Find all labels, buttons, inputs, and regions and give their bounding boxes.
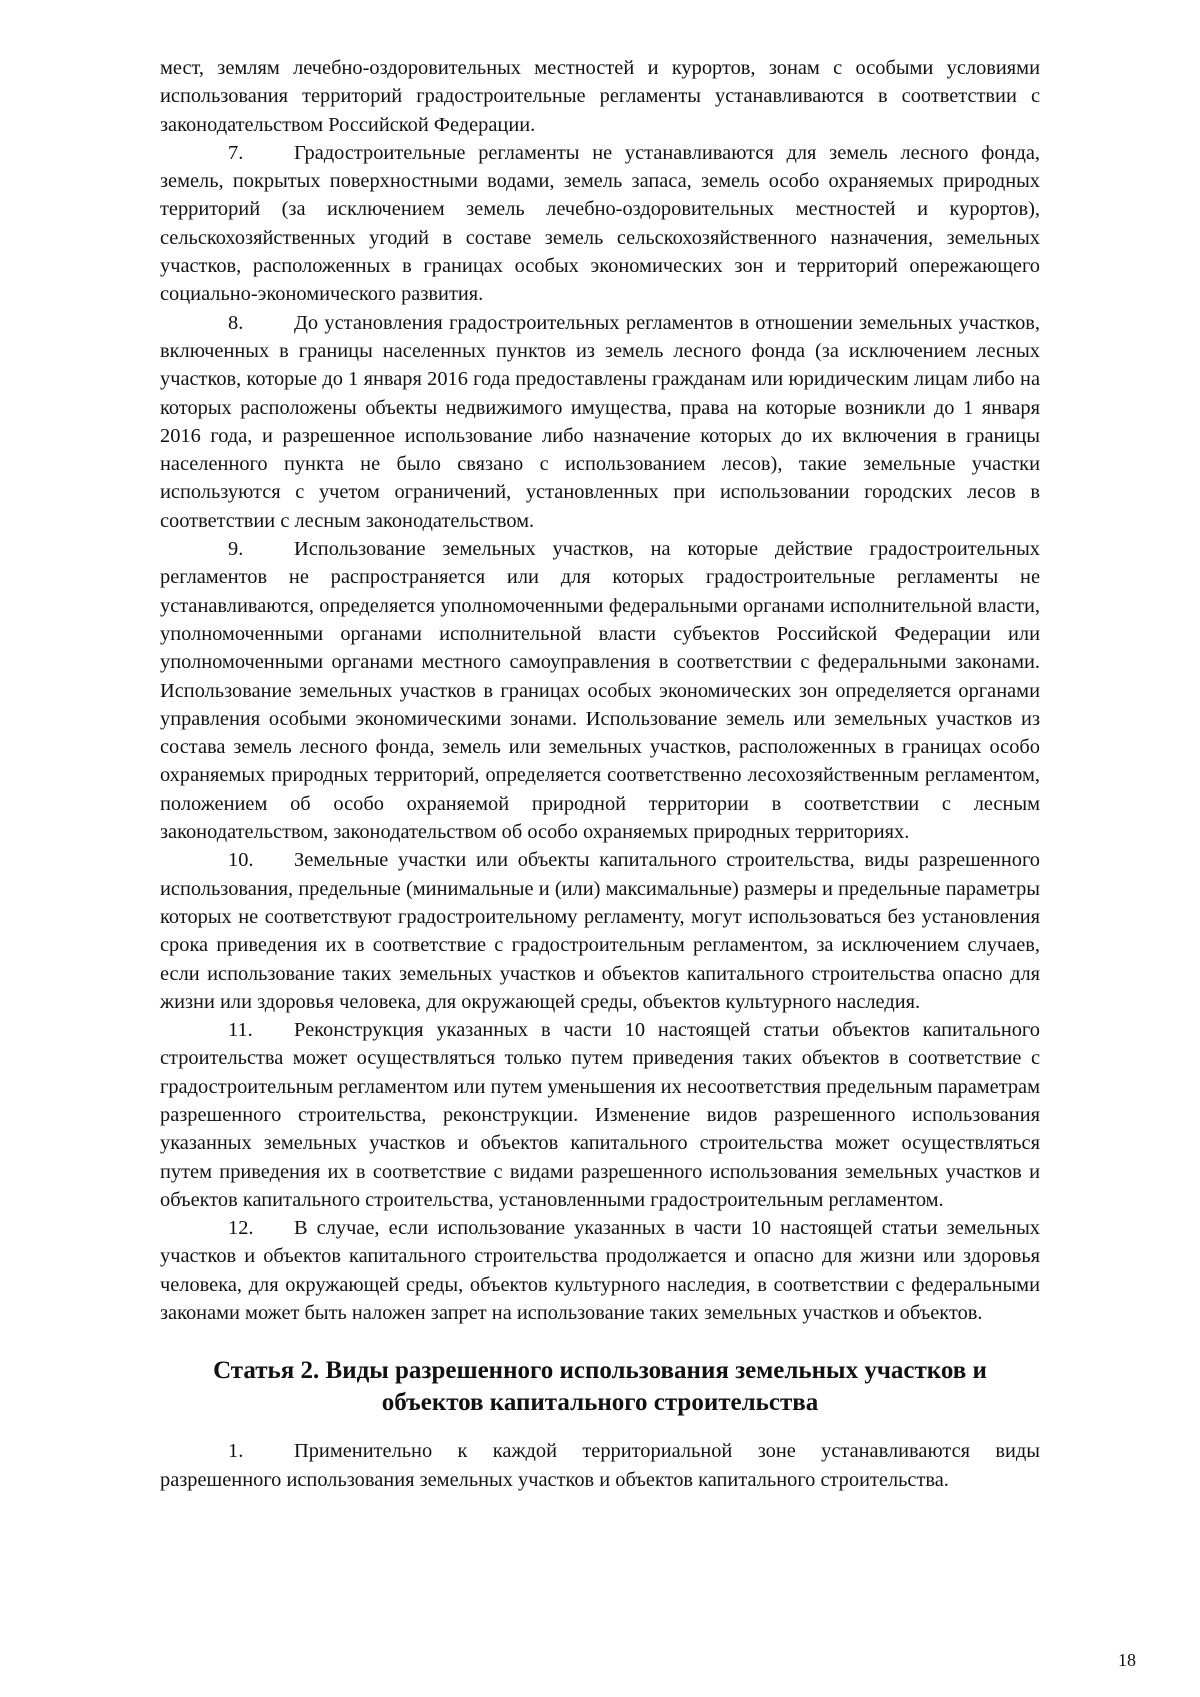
item-number: 9. (228, 538, 244, 561)
page-number: 18 (1118, 1650, 1136, 1670)
item-number: 8. (228, 311, 244, 334)
list-item (160, 139, 1040, 309)
list-item (160, 1437, 1040, 1494)
item-number: 10. (228, 849, 254, 872)
list-item (160, 846, 1040, 1016)
item-text: Градостроительные регламенты не устанавливаются для земель лесного фонда, земель, покрытых поверхностными водами, земель запаса, земель особо охраняемых природных территорий (за исключением земель лечебно-оздоровительных местностей и курортов), сельскохозяйственных угодий в составе земель сельскохозяйственного назначения, земельных участков, расположенных в границах особых экономических зон и территорий опережающего социально-экономического развития. (160, 141, 1040, 306)
item-text: До установления градостроительных регламентов в отношении земельных участков, включенных в границы населенных пунктов из земель лесного фонда (за исключением лесных участков, которые до 1 января 2016 года предоставлены гражданам или юридическим лицам либо на которых расположены объекты недвижимого имущества, права на которые возникли до 1 января 2016 года, и разрешенное использование либо назначение которых до их включения в границы населенного пункта не было связано с использованием лесов), такие земельные участки используются с учетом ограничений, установленных при использовании городских лесов в соответствии с лесным законодательством. (160, 311, 1040, 532)
item-text: Земельные участки или объекты капитального строительства, виды разрешенного использования, предельные (минимальные и (или) максимальные) размеры и предельные параметры которых не соответствуют градостроительному регламенту, могут использоваться без установления срока приведения их в соответствие с градостроительным регламентом, за исключением случаев, если использование таких земельных участков и объектов капитального строительства опасно для жизни или здоровья человека, для окружающей среды, объектов культурного наследия. (160, 849, 1040, 1013)
list-item (160, 1016, 1040, 1214)
article-heading (160, 1355, 1040, 1419)
item-text: Применительно к каждой территориальной зоне устанавливаются виды разрешенного использования земельных участков и объектов капитального строительства. (160, 1440, 1040, 1491)
item-text: Использование земельных участков, на которые действие градостроительных регламентов не распространяется или для которых градостроительные регламенты не устанавливаются, определяется уполномоченными федеральными органами исполнительной власти, уполномоченными органами исполнительной власти субъектов Российской Федерации или уполномоченными органами местного самоуправления в соответствии с федеральными законами. Использование земельных участков в границах особых экономических зон определяется органами управления особыми экономическими зонами. Использование земель или земельных участков из состава земель лесного фонда, земель или земельных участков, расположенных в границах особо охраняемых природных территорий, определяется соответственно лесохозяйственным регламентом, положением об особо охраняемой природной территории в соответствии с лесным законодательством, законодательством об особо охраняемых природных территориях. (160, 538, 1040, 844)
list-item (160, 535, 1040, 846)
list-item (160, 1214, 1040, 1327)
item-number: 1. (228, 1440, 244, 1463)
item-number: 11. (228, 1019, 253, 1042)
item-number: 12. (228, 1217, 254, 1240)
item-number: 7. (228, 141, 244, 164)
item-text: Реконструкция указанных в части 10 настоящей статьи объектов капитального строительства может осуществляться только путем приведения таких объектов в соответствие с градостроительным регламентом или путем уменьшения их несоответствия предельным параметрам разрешенного строительства, реконструкции. Изменение видов разрешенного использования указанных земельных участков и объектов капитального строительства может осуществляться путем приведения их в соответствие с видами разрешенного использования земельных участков и объектов капитального строительства, установленными градостроительным регламентом. (160, 1019, 1041, 1211)
article-heading-line-2: объектов капитального строительства (381, 1389, 819, 1417)
item-text: В случае, если использование указанных в части 10 настоящей статьи земельных участков и объектов капитального строительства продолжается и опасно для жизни или здоровья человека, для окружающей среды, объектов культурного наследия, в соответствии с федеральными законами может быть наложен запрет на использование таких земельных участков и объектов. (160, 1217, 1040, 1325)
list-item (160, 309, 1040, 535)
article-heading-line-1: Статья 2. Виды разрешенного использования земельных участков и (213, 1357, 987, 1385)
document-page (160, 54, 1040, 1494)
intro-paragraph: мест, землям лечебно-оздоровительных местностей и курортов, зонам с особыми условиями использования территорий градостроительные регламенты устанавливаются в соответствии с законодательством Российской Федерации. (160, 57, 1040, 136)
